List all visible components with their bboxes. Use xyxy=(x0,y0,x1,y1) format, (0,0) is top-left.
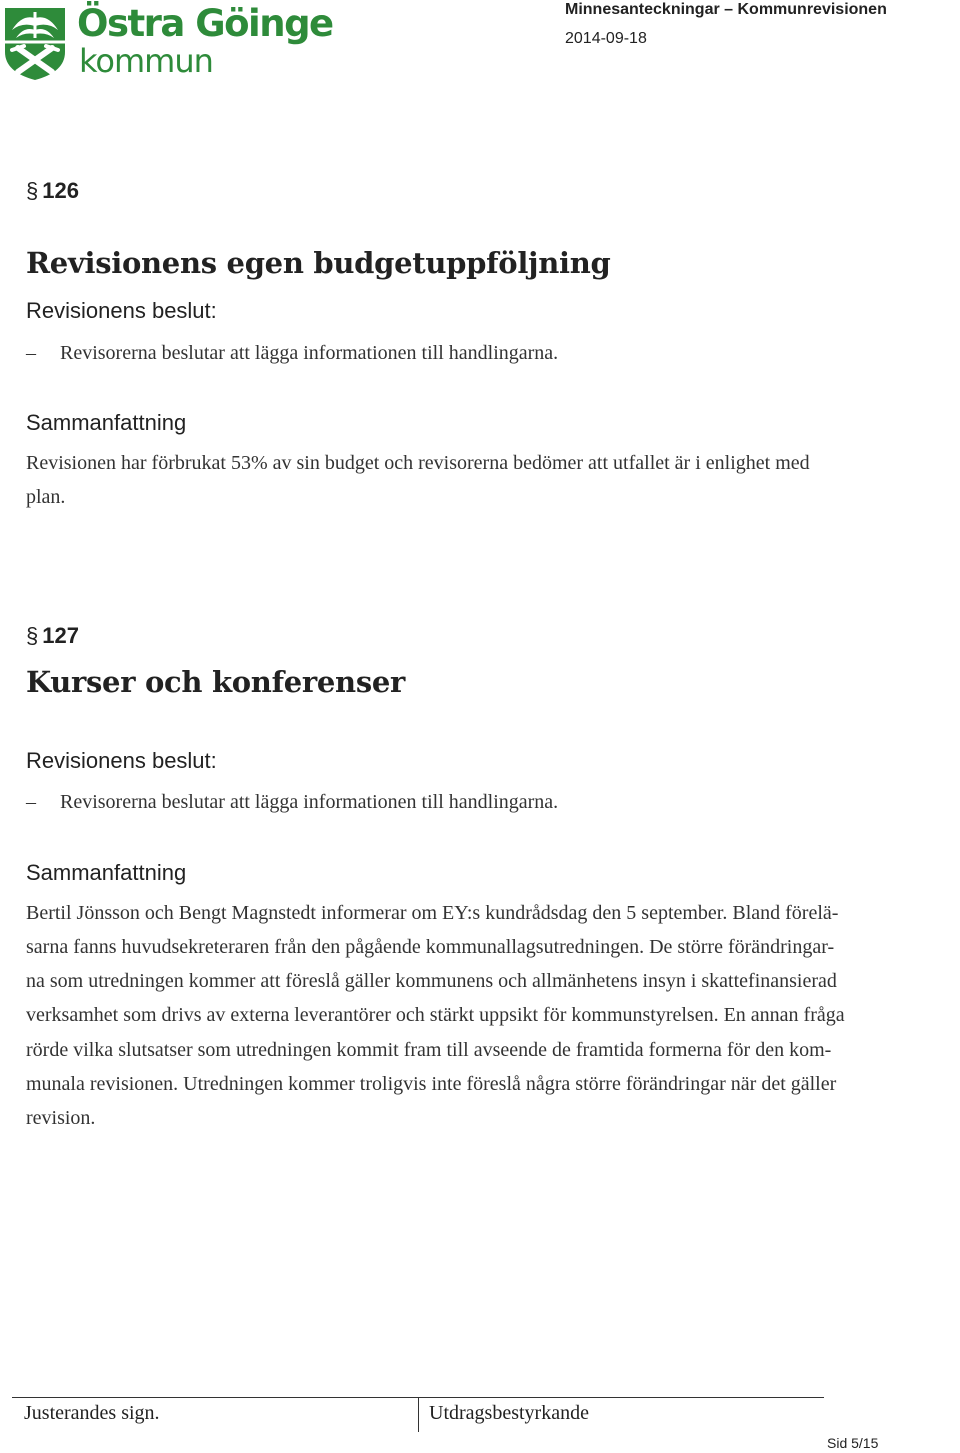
dash-bullet: – xyxy=(26,342,36,364)
extract-label: Utdragsbestyrkande xyxy=(429,1402,589,1424)
decision-item xyxy=(26,341,558,365)
logo-name-text: Östra Göinge xyxy=(77,2,333,45)
summary-line: sarna fanns huvudsekreteraren från den pågående kommunallagsutredningen. De större förändringar- xyxy=(26,936,835,958)
summary-line: verksamhet som drivs av externa leverantörer och stärkt uppsikt för kommunstyrelsen. En annan fråga xyxy=(26,1004,845,1026)
summary-line: Bertil Jönsson och Bengt Magnstedt informerar om EY:s kundrådsdag den 5 september. Bland förelä- xyxy=(26,902,839,924)
decision-text: Revisorerna beslutar att lägga informationen till handlingarna. xyxy=(60,342,559,364)
decision-heading: Revisionens beslut: xyxy=(26,298,217,323)
paragraph-number-value: 127 xyxy=(42,623,79,648)
summary-heading: Sammanfattning xyxy=(26,410,187,435)
logo-emblem-icon xyxy=(2,4,68,80)
paragraph-number xyxy=(26,178,79,204)
logo-sub-text: kommun xyxy=(79,42,213,80)
summary-heading: Sammanfattning xyxy=(26,860,187,885)
decision-heading: Revisionens beslut: xyxy=(26,748,217,773)
summary-line: munala revisionen. Utredningen kommer troligvis inte föreslå några större förändringar när det gäller xyxy=(26,1073,837,1095)
footer-divider xyxy=(418,1397,419,1432)
paragraph-number-value: 126 xyxy=(42,178,79,203)
summary-line: Revisionen har förbrukat 53% av sin budget och revisorerna bedömer att utfallet är i enlighet med xyxy=(26,452,810,474)
paragraph-symbol: § xyxy=(26,623,39,648)
document-title: Minnesanteckningar – Kommunrevisionen xyxy=(565,1,887,18)
signature-label: Justerandes sign. xyxy=(24,1402,160,1424)
page-number: Sid 5/15 xyxy=(827,1435,879,1451)
paragraph-number xyxy=(26,623,79,649)
municipality-logo xyxy=(0,0,333,86)
section-title: Kurser och konferenser xyxy=(26,665,405,699)
summary-line: revision. xyxy=(26,1107,96,1129)
summary-line: rörde vilka slutsatser som utredningen kommit fram till avseende de framtida formerna för den kom- xyxy=(26,1039,832,1061)
document-date: 2014-09-18 xyxy=(565,30,647,47)
section-title: Revisionens egen budgetuppföljning xyxy=(26,246,611,280)
decision-item xyxy=(26,790,558,814)
dash-bullet: – xyxy=(26,791,36,813)
paragraph-symbol: § xyxy=(26,178,39,203)
summary-line: plan. xyxy=(26,486,66,508)
decision-text: Revisorerna beslutar att lägga informationen till handlingarna. xyxy=(60,791,559,813)
summary-line: na som utredningen kommer att föreslå gäller kommunens och allmänhetens insyn i skattefinansierad xyxy=(26,970,837,992)
